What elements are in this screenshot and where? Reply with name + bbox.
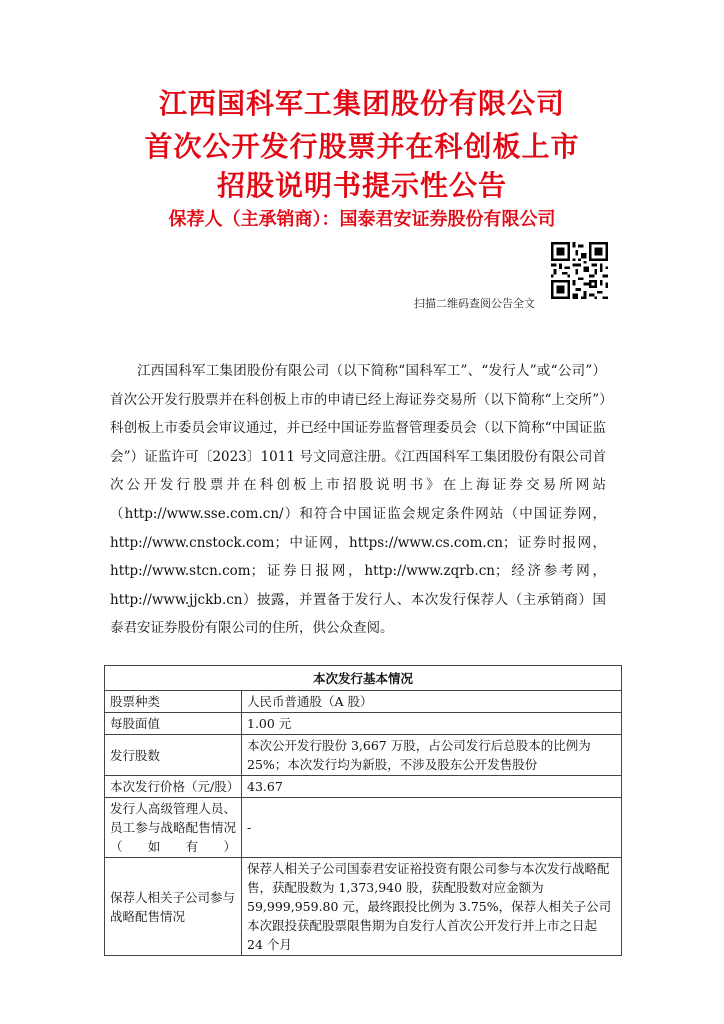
table-row — [105, 691, 622, 713]
row-label-sponsor-placement: 保荐人相关子公司参与战略配售情况 — [105, 858, 242, 956]
row-label-issue-price: 本次发行价格（元/股） — [105, 776, 242, 798]
row-value-issue-price: 43.67 — [242, 776, 622, 798]
table-header: 本次发行基本情况 — [105, 666, 622, 691]
sponsor-line: 保荐人（主承销商）：国泰君安证券股份有限公司 — [168, 209, 556, 230]
table-row — [105, 713, 622, 735]
table-row — [105, 858, 622, 956]
announcement-body — [110, 357, 606, 643]
row-value-sponsor-placement: 保荐人相关子公司国泰君安证裕投资有限公司参与本次发行战略配售，获配股数为 1,373,940 股，获配股数对应金额为 59,999,959.80 元，最终跟投比例为 3.75%，保荐人相关子公司本次跟投获配股票限售期为自发行人首次公开发行并上市之日起 24 个月 — [242, 858, 622, 956]
qr-code-icon[interactable] — [551, 242, 608, 299]
row-value-par-value: 1.00 元 — [242, 713, 622, 735]
announcement-title-line-2: 首次公开发行股票并在科创板上市 — [144, 130, 580, 163]
qr-caption: 扫描二维码查阅公告全文 — [414, 297, 535, 310]
row-value-shares-issued: 本次公开发行股份 3,667 万股，占公司发行后总股本的比例为 25%；本次发行均为新股，不涉及股东公开发售股份 — [242, 735, 622, 776]
table-row — [105, 776, 622, 798]
table-row — [105, 735, 622, 776]
body-paragraph: 江西国科军工集团股份有限公司（以下简称“国科军工”、“发行人”或“公司”）首次公开发行股票并在科创板上市的申请已经上海证券交易所（以下简称“上交所”）科创板上市委员会审议通过，并已经中国证券监督管理委员会（以下简称“中国证监会”）证监许可〔2023〕1011 号文同意注册。《江西国科军工集团股份有限公司首次公开发行股票并在科创板上市招股说明书》在上海证券交易所网站（http://www.sse.com.cn/）和符合中国证监会规定条件网站（中国证券网，http://www.cnstock.com；中证网，https://www.cs.com.cn；证券时报网，http://www.stcn.com；证券日报网，http://www.zqrb.cn；经济参考网，http://www.jjckb.cn）披露，并置备于发行人、本次发行保荐人（主承销商）国泰君安证券股份有限公司的住所，供公众查阅。 — [110, 363, 606, 637]
announcement-title-line-3: 招股说明书提示性公告 — [216, 169, 507, 202]
row-label-par-value: 每股面值 — [105, 713, 242, 735]
table-header-row — [105, 666, 622, 691]
row-label-executive-placement: 发行人高级管理人员、员工参与战略配售情况（如有） — [105, 798, 242, 858]
row-value-executive-placement: - — [242, 798, 622, 858]
row-value-stock-type: 人民币普通股（A 股） — [242, 691, 622, 713]
row-label-stock-type: 股票种类 — [105, 691, 242, 713]
row-label-shares-issued: 发行股数 — [105, 735, 242, 776]
issuance-info-table — [104, 665, 622, 956]
table-row — [105, 798, 622, 858]
announcement-title-line-1: 江西国科军工集团股份有限公司 — [158, 87, 565, 120]
